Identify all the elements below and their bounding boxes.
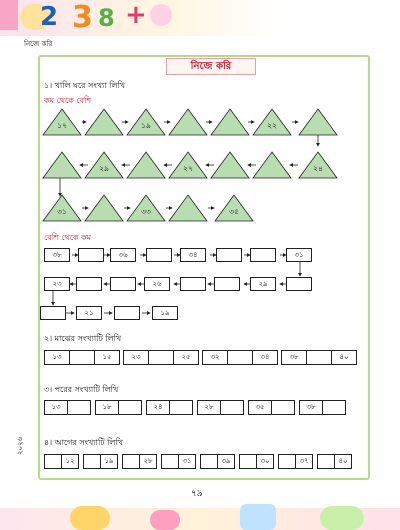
q2-heading: ২। মাঝের সংখ্যাটি লিখি [44,334,122,343]
blank-box[interactable] [76,277,102,291]
blank-cell[interactable] [220,400,244,415]
running-header: নিজে করি [24,40,53,48]
number-triangle [42,194,82,222]
blank-cell[interactable] [278,454,296,469]
number-box: ৩৪ [180,248,206,262]
blank-cell[interactable] [200,454,218,469]
number-cell: ৩০ [256,454,274,469]
blank-cell[interactable] [148,350,174,365]
number-cell: ১৯ [100,454,118,469]
q3-heading: ৩। পরের সংখ্যাটি লিখি [44,385,119,394]
number-box: ২৯ [250,277,276,291]
number-cell: ২৮ [139,454,157,469]
blank-cell[interactable] [44,454,62,469]
number-cell: ১৮ [95,400,119,415]
number-cell: ১৫ [94,350,120,365]
triangle-value: ১৯ [141,121,151,130]
q1-descending-label: বেশি থেকে কম [44,233,92,242]
blank-cell[interactable] [118,400,142,415]
banner-digit-3: 3 [72,0,93,35]
blank-triangle[interactable] [126,151,166,179]
blank-cell[interactable] [161,454,179,469]
number-box: ৩৬ [110,248,136,262]
blank-triangle[interactable] [252,151,292,179]
number-box: ১৯ [152,306,178,320]
banner-plus-icon: + [125,0,147,30]
number-cell: ৩৮ [281,350,307,365]
blank-cell[interactable] [317,454,335,469]
blank-cell[interactable] [322,400,346,415]
blank-cell[interactable] [169,400,193,415]
number-cell: ৩৪ [252,350,278,365]
number-triangle [126,108,166,136]
blank-triangle[interactable] [84,108,124,136]
number-cell: ৩১ [178,454,196,469]
number-triangle [168,151,208,179]
blank-box[interactable] [216,248,242,262]
triangle-value: ২৯ [99,164,109,173]
number-cell: ৩৭ [295,454,313,469]
blank-box[interactable] [78,248,104,262]
number-box: ২৩ [44,277,70,291]
triangle-value: ১৭ [57,121,67,130]
blank-box[interactable] [180,277,206,291]
blank-box[interactable] [40,306,66,320]
number-cell: ৩৫ [248,400,272,415]
blank-triangle[interactable] [210,151,250,179]
blank-box[interactable] [110,277,136,291]
blank-triangle[interactable] [42,151,82,179]
number-cell: ৩৯ [217,454,235,469]
number-cell: ৩৮ [299,400,323,415]
number-cell: ১৩ [44,350,70,365]
blank-box[interactable] [146,248,172,262]
blank-box[interactable] [214,277,240,291]
number-triangle [126,194,166,222]
blank-cell[interactable] [83,454,101,469]
number-cell: ২৪ [146,400,170,415]
bottom-decorative-banner [0,500,400,530]
blank-triangle[interactable] [168,108,208,136]
triangle-value: ৩৩ [141,207,151,216]
blank-cell[interactable] [122,454,140,469]
number-triangle [298,151,338,179]
blank-triangle[interactable] [298,108,338,136]
blank-box[interactable] [250,248,276,262]
number-box: ৩৮ [44,248,70,262]
triangle-value: ২৭ [183,164,193,173]
blank-triangle[interactable] [84,194,124,222]
blank-cell[interactable] [67,400,91,415]
triangle-value: ২২ [267,121,277,130]
blank-cell[interactable] [239,454,257,469]
number-box: ২৬ [144,277,170,291]
blank-box[interactable] [114,306,140,320]
blank-box[interactable] [286,277,312,291]
blank-cell[interactable] [306,350,332,365]
number-triangle [252,108,292,136]
number-cell: ৪০ [331,350,357,365]
triangle-value: ৩৫ [229,207,239,216]
triangle-value: ২৪ [313,164,323,173]
number-triangle [84,151,124,179]
page-number: ৭৯ [191,489,203,499]
page-title: নিজে করি [166,58,256,75]
triangle-value: ৩১ [57,207,67,216]
blank-triangle[interactable] [210,108,250,136]
banner-digit-2: 2 [40,2,59,32]
number-cell: ৪০ [334,454,352,469]
q4-heading: ৪। আগের সংখ্যাটি লিখি [44,438,123,447]
number-triangle [42,108,82,136]
number-cell: ২৮ [197,400,221,415]
number-cell: ৩২ [202,350,228,365]
blank-cell[interactable] [227,350,253,365]
number-triangle [214,194,254,222]
q1-heading: ১। খালি ঘরে সংখ্যা লিখি [44,81,126,90]
number-cell: ২৫ [173,350,199,365]
q1-ascending-label: কম থেকে বেশি [44,96,92,105]
side-year-text: ২০২৬ [16,436,24,455]
number-cell: ১৩ [44,400,68,415]
banner-digit-8: 8 [98,4,115,32]
number-cell: ২৩ [123,350,149,365]
blank-triangle[interactable] [168,194,208,222]
number-box: ২১ [76,306,102,320]
number-box: ৩১ [286,248,312,262]
number-cell: ১২ [61,454,79,469]
blank-cell[interactable] [69,350,95,365]
blank-cell[interactable] [271,400,295,415]
